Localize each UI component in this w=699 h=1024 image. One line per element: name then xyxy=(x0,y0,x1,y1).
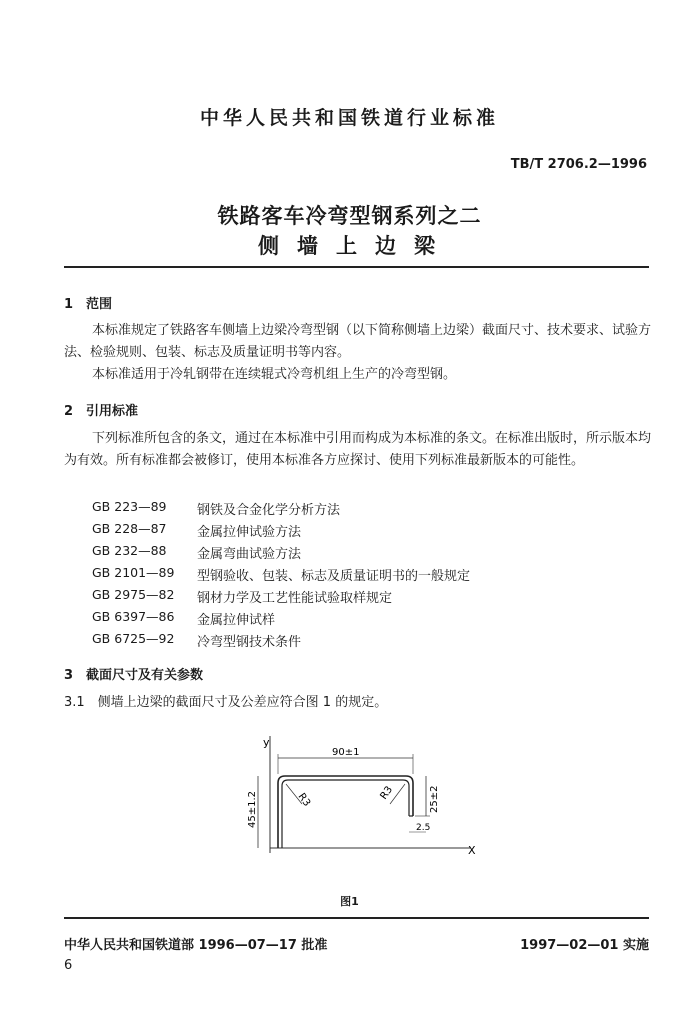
reference-title: 金属拉伸试样 xyxy=(197,613,276,628)
thickness-dimension-text: 2.5 xyxy=(416,823,431,833)
document-title-line2: 侧墙上边梁 xyxy=(258,234,453,258)
section-1-heading: 1 范围 xyxy=(64,297,113,312)
height-dimension-text: 45±1.2 xyxy=(247,790,258,828)
title-divider xyxy=(64,266,649,268)
section-2-para-1: 下列标准所包含的条文，通过在本标准中引用而构成为本标准的条文。在标准出版时，所示版本均为有效。所有标准都会被修订，使用本标准各方应探讨、使用下列标准最新版本的可能性。 xyxy=(64,431,652,468)
reference-code: GB 6397—86 xyxy=(92,609,175,624)
radius-left-text: R3 xyxy=(295,791,313,809)
reference-code: GB 6725—92 xyxy=(92,631,175,646)
section-1-para-1: 本标准规定了铁路客车侧墙上边梁冷弯型钢（以下简称侧墙上边梁）截面尺寸、技术要求、试验方法、检验规则、包装、标志及质量证明书等内容。 xyxy=(64,323,652,360)
reference-code: GB 2101—89 xyxy=(92,565,175,580)
x-axis-label: X xyxy=(468,844,476,857)
figure-caption: 图1 xyxy=(340,895,359,908)
reference-title: 钢铁及合金化学分析方法 xyxy=(197,503,341,518)
effective-date: 1997—02—01 实施 xyxy=(520,938,649,953)
cross-section-figure xyxy=(230,728,490,888)
reference-code: GB 228—87 xyxy=(92,521,167,536)
document-title-line1: 铁路客车冷弯型钢系列之二 xyxy=(217,204,482,228)
width-dimension-text: 90±1 xyxy=(332,747,360,758)
y-axis-label: y xyxy=(263,736,270,749)
flange-dimension-text: 25±2 xyxy=(429,785,440,813)
reference-code: GB 232—88 xyxy=(92,543,167,558)
profile-outer-edge xyxy=(278,776,413,848)
section-3-clause: 3.1 侧墙上边梁的截面尺寸及公差应符合图 1 的规定。 xyxy=(64,695,388,710)
reference-title: 冷弯型钢技术条件 xyxy=(197,635,302,650)
standard-number: TB/T 2706.2—1996 xyxy=(510,157,647,172)
footer-divider xyxy=(64,917,649,919)
reference-title: 金属拉伸试验方法 xyxy=(197,525,302,540)
section-1-para-2: 本标准适用于冷轧钢带在连续辊式冷弯机组上生产的冷弯型钢。 xyxy=(92,367,457,382)
page-number: 6 xyxy=(64,958,73,973)
section-2-heading: 2 引用标准 xyxy=(64,404,139,419)
reference-title: 金属弯曲试验方法 xyxy=(197,547,302,562)
reference-code: GB 2975—82 xyxy=(92,587,175,602)
reference-title: 钢材力学及工艺性能试验取样规定 xyxy=(197,591,393,606)
issuer-approval: 中华人民共和国铁道部 1996—07—17 批准 xyxy=(64,938,328,953)
section-3-heading: 3 截面尺寸及有关参数 xyxy=(64,668,204,683)
radius-right-text: R3 xyxy=(378,784,396,802)
reference-title: 型钢验收、包装、标志及质量证明书的一般规定 xyxy=(197,569,471,584)
standard-type-heading: 中华人民共和国铁道行业标准 xyxy=(199,107,499,129)
reference-code: GB 223—89 xyxy=(92,499,167,514)
